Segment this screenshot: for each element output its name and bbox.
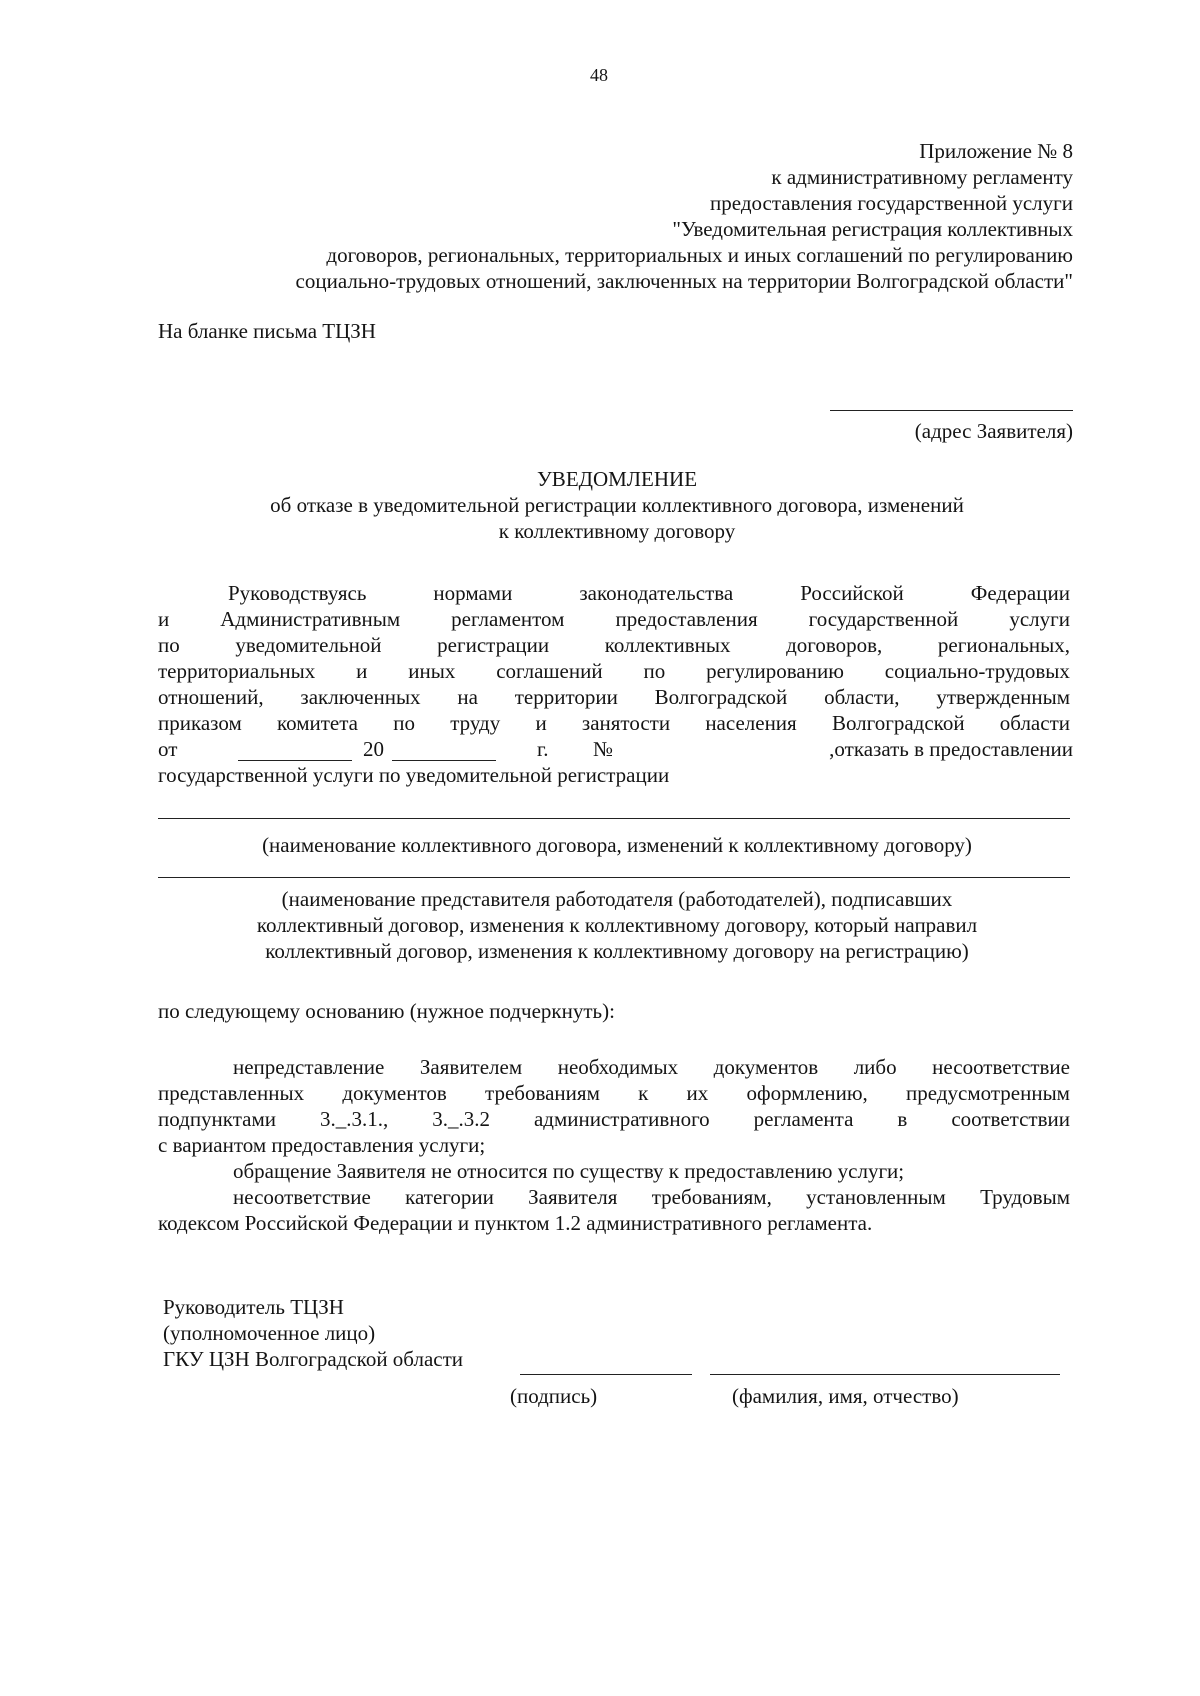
order-number-label: № — [593, 737, 614, 761]
body-row: приказом комитета по труду и занятости населения Волгоградской области — [158, 711, 1070, 735]
signer-organization: ГКУ ЦЗН Волгоградской области — [163, 1347, 464, 1371]
body-row: территориальных и иных соглашений по регулированию социально-трудовых — [158, 659, 1070, 683]
employer-name-line — [158, 877, 1070, 878]
body-row: по уведомительной регистрации коллективных договоров, региональных, — [158, 633, 1070, 657]
appendix-line: договоров, региональных, территориальных и иных соглашений по регулированию — [326, 243, 1073, 267]
basis-intro: по следующему основанию (нужное подчеркнуть): — [158, 999, 615, 1023]
page-number: 48 — [590, 65, 608, 85]
address-caption: (адрес Заявителя) — [914, 419, 1073, 443]
document-subtitle: к коллективному договору — [498, 519, 736, 543]
letterhead-note: На бланке письма ТЦЗН — [158, 319, 376, 343]
reason-row: обращение Заявителя не относится по существу к предоставлению услуги; — [233, 1159, 905, 1183]
date-g: г. — [537, 737, 549, 761]
appendix-line: к административному регламенту — [771, 165, 1073, 189]
document-title: УВЕДОМЛЕНИЕ — [536, 467, 698, 491]
signer-title: Руководитель ТЦЗН — [163, 1295, 344, 1319]
appendix-line: предоставления государственной услуги — [710, 191, 1073, 215]
agreement-name-line — [158, 818, 1070, 819]
reason-row: несоответствие категории Заявителя требованиям, установленным Трудовым — [233, 1185, 1070, 1209]
reason-row: с вариантом предоставления услуги; — [158, 1133, 486, 1157]
signature-caption: (подпись) — [510, 1384, 598, 1408]
reason-row: представленных документов требованиям к их оформлению, предусмотренным — [158, 1081, 1070, 1105]
name-line — [710, 1374, 1060, 1375]
body-row: Руководствуясь нормами законодательства Российской Федерации — [228, 581, 1070, 605]
body-row: государственной услуги по уведомительной регистрации — [158, 763, 670, 787]
date-year-blank — [392, 760, 496, 761]
date-prefix: от — [158, 737, 178, 761]
signer-authority: (уполномоченное лицо) — [163, 1321, 376, 1345]
body-row: и Административным регламентом предоставления государственной услуги — [158, 607, 1070, 631]
appendix-line: Приложение № 8 — [919, 139, 1073, 163]
employer-caption: (наименование представителя работодателя (работодателей), подписавших — [281, 887, 953, 911]
body-row: отношений, заключенных на территории Волгоградской области, утвержденным — [158, 685, 1070, 709]
reason-row: кодексом Российской Федерации и пунктом 1.2 административного регламента. — [158, 1211, 873, 1235]
reason-row: непредставление Заявителем необходимых документов либо несоответствие — [233, 1055, 1070, 1079]
address-line — [830, 410, 1073, 411]
reason-row: подпунктами 3._.3.1., 3._.3.2 административного регламента в соответствии — [158, 1107, 1070, 1131]
date-year: 20 — [363, 737, 384, 761]
name-caption: (фамилия, имя, отчество) — [732, 1384, 959, 1408]
employer-caption: коллективный договор, изменения к коллективному договору, который направил — [256, 913, 978, 937]
appendix-line: социально-трудовых отношений, заключенных на территории Волгоградской области" — [295, 269, 1073, 293]
agreement-caption: (наименование коллективного договора, изменений к коллективному договору) — [262, 833, 972, 857]
body-row-end: ,отказать в предоставлении — [829, 737, 1073, 761]
document-subtitle: об отказе в уведомительной регистрации коллективного договора, изменений — [270, 493, 964, 517]
employer-caption: коллективный договор, изменения к коллективному договору на регистрацию) — [265, 939, 969, 963]
signature-line — [520, 1374, 692, 1375]
date-day-blank — [238, 760, 352, 761]
appendix-line: "Уведомительная регистрация коллективных — [672, 217, 1073, 241]
